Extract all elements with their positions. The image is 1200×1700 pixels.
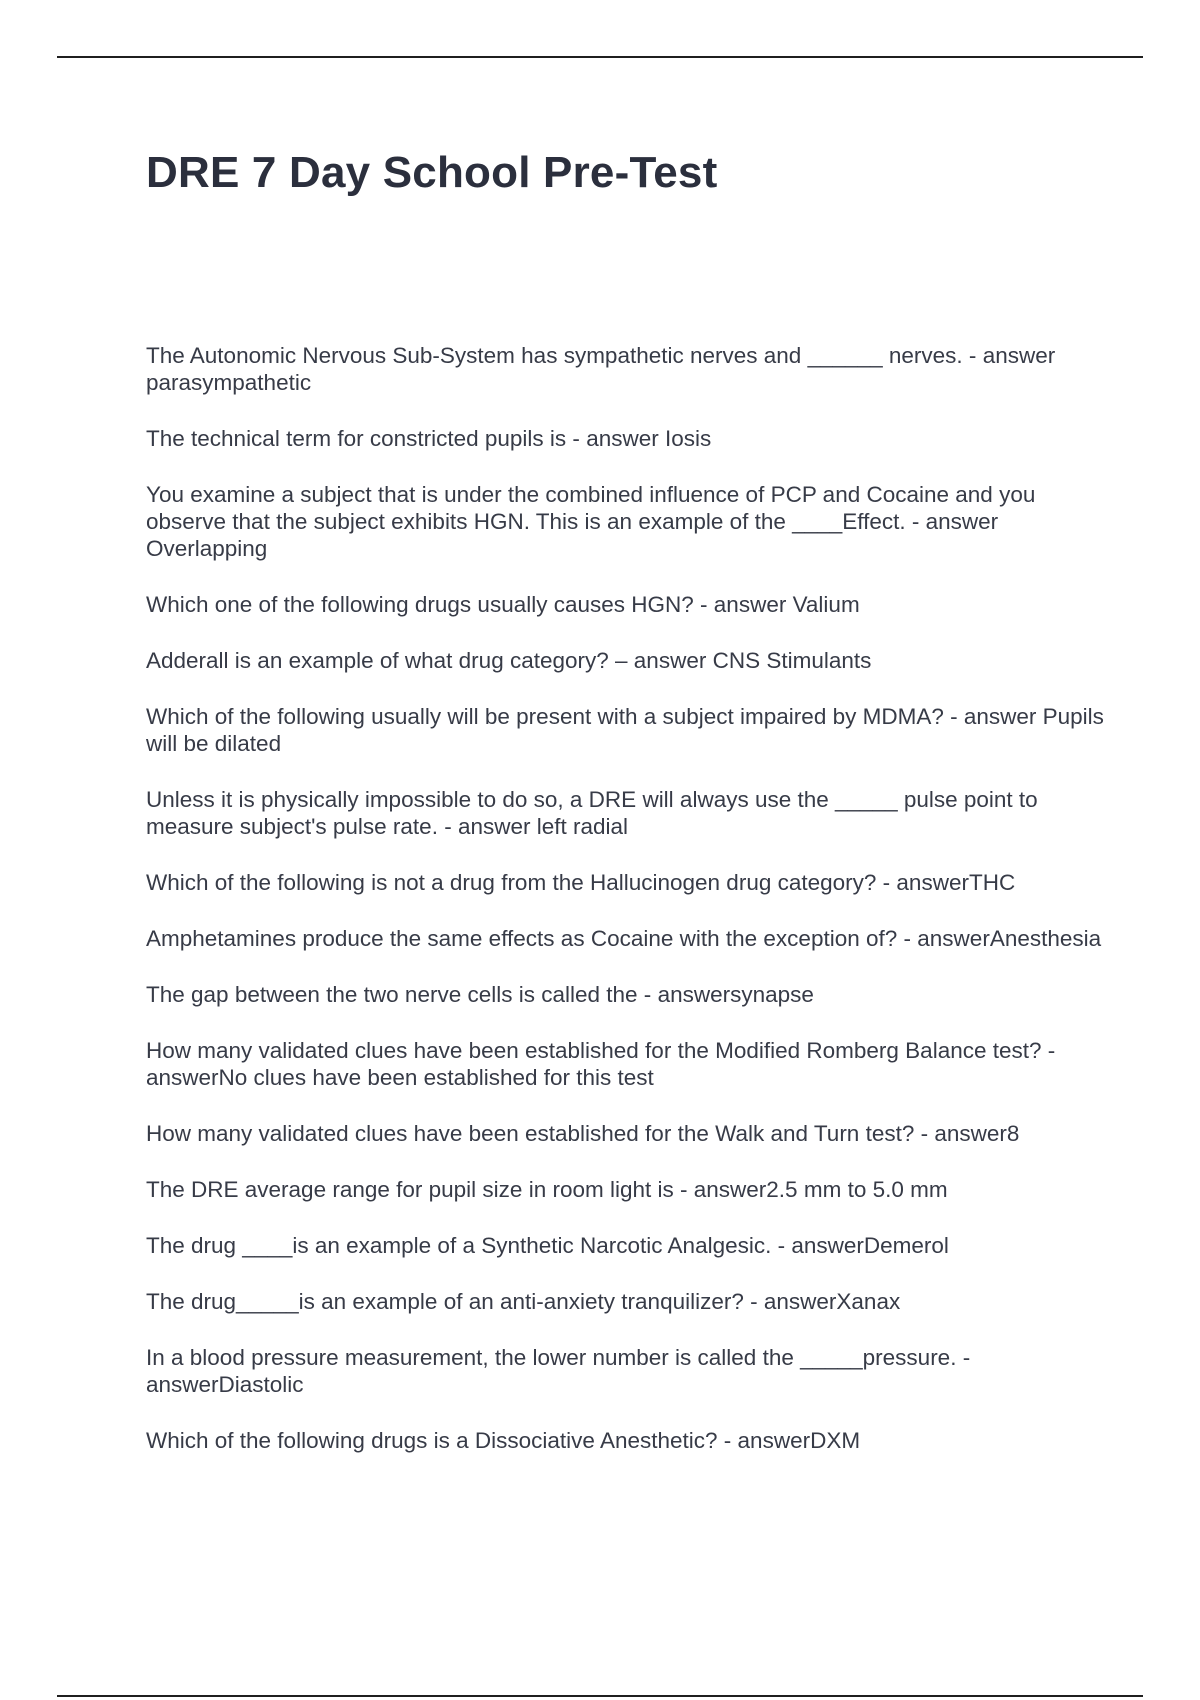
question-text: The drug_____is an example of an anti-anxiety tranquilizer? - [146,1289,758,1314]
qa-item [146,1176,1106,1203]
question-list [146,342,1111,1454]
question-text: Which of the following drugs is a Dissociative Anesthetic? - [146,1428,732,1453]
question-text: The DRE average range for pupil size in room light is - [146,1177,688,1202]
qa-item [146,425,1106,452]
question-text: The Autonomic Nervous Sub-System has sympathetic nerves and ______ nerves. - [146,343,977,368]
answer-text: answerDemerol [791,1233,949,1258]
answer-text: answerDXM [737,1428,861,1453]
answer-text: answerTHC [896,870,1016,895]
qa-item [146,925,1106,952]
qa-item [146,981,1106,1008]
question-text: Adderall is an example of what drug category? – [146,648,628,673]
question-text: You examine a subject that is under the combined influence of PCP and Cocaine and you observe that the subject exhibits HGN. This is an example of the ____Effect. - [146,482,1042,534]
question-text: Amphetamines produce the same effects as Cocaine with the exception of? - [146,926,912,951]
answer-text: answer2.5 mm to 5.0 mm [693,1177,948,1202]
question-text: Which one of the following drugs usually causes HGN? - [146,592,708,617]
answer-text: answerNo clues have been established for this test [146,1065,654,1090]
document-body [146,142,1111,1483]
answer-text: answer CNS Stimulants [633,648,872,673]
answer-text: answer Overlapping [146,509,1005,561]
question-text: The drug ____is an example of a Synthetic Narcotic Analgesic. - [146,1233,786,1258]
qa-item [146,1288,1106,1315]
qa-item [146,1120,1106,1147]
top-divider [57,56,1143,58]
qa-item [146,1427,1106,1454]
qa-item [146,786,1106,840]
qa-item [146,591,1106,618]
bottom-divider [57,1695,1143,1697]
qa-item [146,869,1106,896]
answer-text: answer Valium [713,592,860,617]
answer-text: answerXanax [763,1289,901,1314]
question-text: The technical term for constricted pupils is - [146,426,580,451]
question-text: How many validated clues have been established for the Modified Romberg Balance test? - [146,1038,1056,1063]
answer-text: answer Iosis [586,426,712,451]
qa-item [146,1344,1106,1398]
qa-item [146,342,1106,396]
answer-text: answer parasympathetic [146,343,1062,395]
qa-item [146,1232,1106,1259]
qa-item [146,647,1106,674]
answer-text: answer Pupils will be dilated [146,704,1111,756]
question-text: In a blood pressure measurement, the lower number is called the _____pressure. - [146,1345,971,1370]
question-text: The gap between the two nerve cells is called the - [146,982,652,1007]
question-text: Which of the following usually will be present with a subject impaired by MDMA? - [146,704,958,729]
answer-text: answer8 [934,1121,1020,1146]
answer-text: answerDiastolic [146,1372,304,1397]
answer-text: answersynapse [657,982,814,1007]
question-text: Unless it is physically impossible to do so, a DRE will always use the _____ pulse point to measure subject's pulse rate. - [146,787,1044,839]
answer-text: answerAnesthesia [917,926,1102,951]
question-text: How many validated clues have been established for the Walk and Turn test? - [146,1121,929,1146]
qa-item [146,481,1106,562]
document-title: DRE 7 Day School Pre-Test [146,148,718,197]
question-text: Which of the following is not a drug from the Hallucinogen drug category? - [146,870,891,895]
qa-item [146,1037,1106,1091]
qa-item [146,703,1111,757]
answer-text: answer left radial [457,814,629,839]
